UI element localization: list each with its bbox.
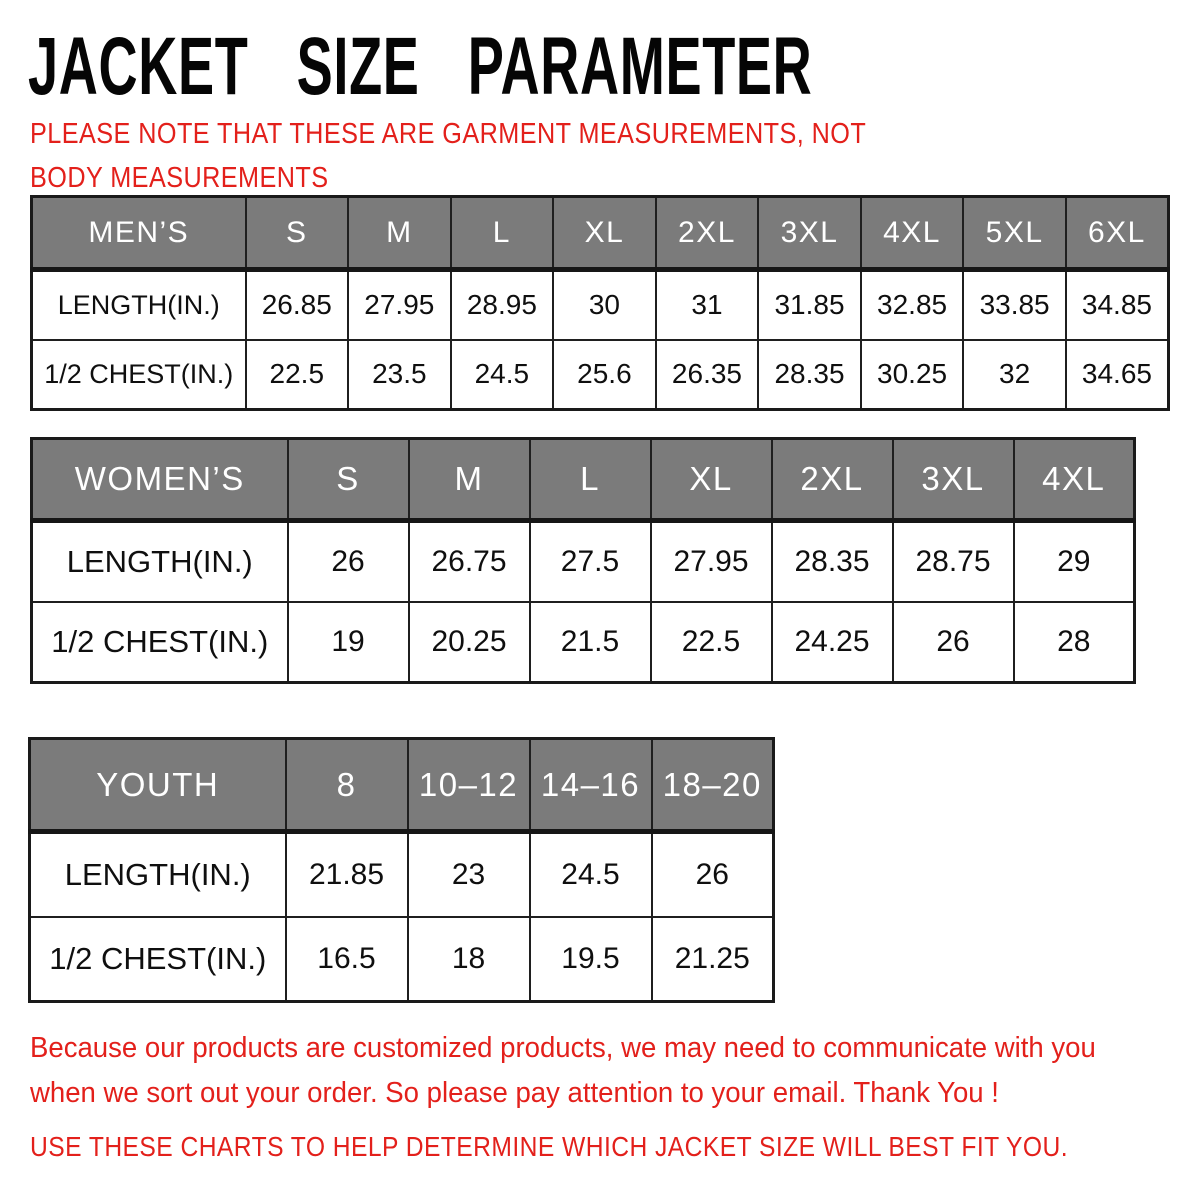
womens-size-table	[30, 437, 1136, 684]
mens-table-title-cell: MEN’S	[32, 197, 246, 270]
value-cell: 26.85	[246, 270, 349, 340]
row-label-cell: LENGTH(IN.)	[30, 832, 286, 917]
size-header-cell: 5XL	[963, 197, 1066, 270]
size-header-cell: 18–20	[652, 739, 774, 832]
garment-measurement-note: PLEASE NOTE THAT THESE ARE GARMENT MEASUREMENTS, NOT BODY MEASUREMENTS	[30, 118, 866, 194]
value-cell: 28	[1014, 602, 1135, 683]
size-header-cell: M	[409, 439, 530, 521]
size-header-cell: L	[530, 439, 651, 521]
size-header-cell: XL	[553, 197, 656, 270]
value-cell: 26.35	[656, 340, 759, 410]
value-cell: 29	[1014, 521, 1135, 602]
value-cell: 27.95	[651, 521, 772, 602]
youth-header-row	[30, 739, 774, 832]
size-header-cell: XL	[651, 439, 772, 521]
value-cell: 34.85	[1066, 270, 1169, 340]
page-title: JACKET SIZE PARAMETER	[28, 21, 813, 112]
value-cell: 19	[288, 602, 409, 683]
value-cell: 27.5	[530, 521, 651, 602]
womens-chest-row	[32, 602, 1135, 683]
row-label-cell: 1/2 CHEST(IN.)	[30, 917, 286, 1002]
size-header-cell: S	[288, 439, 409, 521]
value-cell: 26.75	[409, 521, 530, 602]
value-cell: 23.5	[348, 340, 451, 410]
mens-header-row	[32, 197, 1169, 270]
youth-size-table	[28, 737, 775, 1003]
value-cell: 22.5	[651, 602, 772, 683]
size-header-cell: 2XL	[656, 197, 759, 270]
size-header-cell: M	[348, 197, 451, 270]
value-cell: 16.5	[286, 917, 408, 1002]
size-header-cell: 3XL	[758, 197, 861, 270]
mens-chest-row	[32, 340, 1169, 410]
value-cell: 31.85	[758, 270, 861, 340]
youth-chest-row	[30, 917, 774, 1002]
value-cell: 21.5	[530, 602, 651, 683]
value-cell: 32	[963, 340, 1066, 410]
value-cell: 25.6	[553, 340, 656, 410]
fit-note: USE THESE CHARTS TO HELP DETERMINE WHICH JACKET SIZE WILL BEST FIT YOU.	[30, 1131, 1069, 1162]
value-cell: 26	[288, 521, 409, 602]
womens-length-row	[32, 521, 1135, 602]
size-header-cell: S	[246, 197, 349, 270]
size-header-cell: 2XL	[772, 439, 893, 521]
value-cell: 19.5	[530, 917, 652, 1002]
value-cell: 20.25	[409, 602, 530, 683]
womens-header-row	[32, 439, 1135, 521]
value-cell: 22.5	[246, 340, 349, 410]
row-label-cell: 1/2 CHEST(IN.)	[32, 602, 288, 683]
value-cell: 24.5	[451, 340, 554, 410]
row-label-cell: LENGTH(IN.)	[32, 521, 288, 602]
size-header-cell: 6XL	[1066, 197, 1169, 270]
value-cell: 26	[893, 602, 1014, 683]
value-cell: 26	[652, 832, 774, 917]
value-cell: 32.85	[861, 270, 964, 340]
value-cell: 31	[656, 270, 759, 340]
size-header-cell: 4XL	[1014, 439, 1135, 521]
value-cell: 27.95	[348, 270, 451, 340]
value-cell: 18	[408, 917, 530, 1002]
size-header-cell: 4XL	[861, 197, 964, 270]
row-label-cell: LENGTH(IN.)	[32, 270, 246, 340]
size-header-cell: L	[451, 197, 554, 270]
value-cell: 28.95	[451, 270, 554, 340]
customization-note: Because our products are customized products, we may need to communicate with you when we sort out your order. So please pay attention to your email. Thank You !	[30, 1032, 1096, 1109]
size-header-cell: 10–12	[408, 739, 530, 832]
size-header-cell: 14–16	[530, 739, 652, 832]
value-cell: 24.5	[530, 832, 652, 917]
value-cell: 28.35	[758, 340, 861, 410]
value-cell: 23	[408, 832, 530, 917]
value-cell: 21.85	[286, 832, 408, 917]
row-label-cell: 1/2 CHEST(IN.)	[32, 340, 246, 410]
youth-table-title-cell: YOUTH	[30, 739, 286, 832]
value-cell: 30	[553, 270, 656, 340]
size-header-cell: 8	[286, 739, 408, 832]
womens-table-title-cell: WOMEN’S	[32, 439, 288, 521]
value-cell: 28.35	[772, 521, 893, 602]
value-cell: 33.85	[963, 270, 1066, 340]
size-header-cell: 3XL	[893, 439, 1014, 521]
value-cell: 34.65	[1066, 340, 1169, 410]
value-cell: 24.25	[772, 602, 893, 683]
value-cell: 30.25	[861, 340, 964, 410]
youth-length-row	[30, 832, 774, 917]
value-cell: 28.75	[893, 521, 1014, 602]
mens-length-row	[32, 270, 1169, 340]
mens-size-table	[30, 195, 1170, 411]
value-cell: 21.25	[652, 917, 774, 1002]
